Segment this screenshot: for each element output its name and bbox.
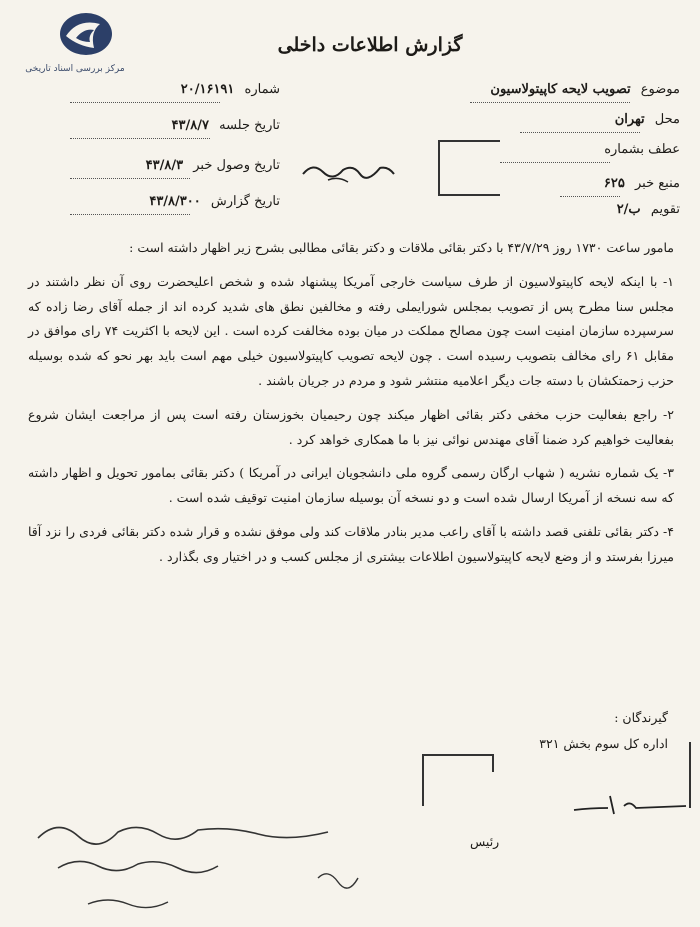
field-value: تصویب لایحه کاپیتولاسیون [490,82,631,97]
field-value: ۲۰/۱۶۱۹۱ [180,82,235,97]
report-body [28,236,674,579]
signature-label: رئیس [470,834,500,849]
field-label: عطف بشماره [604,142,680,157]
body-paragraph: ۲- راجع بفعالیت حزب مخفی دکتر بقائی اظهار میکند چون رحیمیان بخوزستان رفته است پس از مراجعت ایشان شروع بفعالیت خواهیم کرد ضمنا آقای مهندس نوائی نیز با ما همکاری خواهد کرد . [28,406,674,447]
field-underline [70,138,210,139]
stamp-bracket [438,140,500,196]
field-session-date [172,118,280,133]
stamp-frame-left [422,754,424,806]
field-value: ب/۲ [616,202,641,217]
archive-logo [20,12,125,74]
stamp-frame-top [424,754,494,756]
recipients-label: گیرندگان : [614,710,668,725]
field-location [615,112,680,127]
field-value: ۴۳/۸/۳ [145,158,184,173]
field-underline [560,196,620,197]
handwritten-annotation-icon [28,808,378,918]
field-subject [490,82,680,97]
document-title: گزارش اطلاعات داخلی [277,34,463,56]
field-underline [470,102,630,103]
field-underline [70,214,190,215]
field-label: منبع خبر [635,176,680,191]
field-value: ۴۳/۸/۷ [171,118,209,133]
field-value: ۴۳/۸/۳۰۰ [149,194,201,209]
field-label: محل [654,112,680,127]
field-value: ۶۲۵ [603,176,625,191]
field-reference [598,142,680,157]
handwritten-note-icon [298,156,398,186]
field-number [181,82,280,97]
recipient-1: اداره کل سوم بخش ۳۲۱ [539,736,668,751]
field-label: موضوع [640,82,680,97]
field-label: تقویم [650,202,680,217]
field-label: تاریخ گزارش [210,194,280,209]
field-underline [70,102,220,103]
signature-top-icon [570,786,690,822]
body-paragraph: ۱- با اینکه لایحه کاپیتولاسیون از طرف سیاست خارجی آمریکا پیشنهاد شده و شخص اعلیحضرت روی آن نظر داشتند در مجلس سنا مطرح پس از تصویب بمجلس شورایملی رفته و مخالفین نطق های شدید کرده اند از جمله آقای رضا زاده که سرسپرده سازمان امنیت است چون مصالح مملکت در میان بوده مخالفت کرده است . این لایحه با اکثریت ۷۴ رای موافق در مقابل ۶۱ رای مخالف بتصویب رسیده است . چون لایحه تصویب کاپیتولاسیون خیلی مهم است باید بهر نحو که شده بوسیله حزب زحمتکشان با دسته جات دیگر اعلامیه منتشر شود و مردم در جریان باشند . [28,273,674,388]
field-label: شماره [244,82,280,97]
field-source [604,176,680,191]
body-paragraph: ۳- یک شماره نشریه ( شهاب ارگان رسمی گروه ملی دانشجویان ایرانی در آمریکا ) دکتر بقائی بمامور تحویل و اظهار داشته که سه نسخه از آمریکا ارسال شده است و دو نسخه آن بوسیله سازمان امنیت توقیف شده است . [28,465,674,506]
page-edge-mark-icon [682,740,698,810]
field-evaluation [617,202,680,217]
archive-emblem-icon [56,12,112,58]
stamp-frame-right [492,754,494,772]
field-receipt-date [146,158,280,173]
field-value: تهران [614,112,645,127]
field-underline [70,178,190,179]
field-label: تاریخ جلسه [219,118,280,133]
body-paragraph: مامور ساعت ۱۷۳۰ روز ۴۳/۷/۲۹ با دکتر بقائی ملاقات و دکتر بقائی مطالبی بشرح زیر اظهار داشته است : [129,240,674,255]
field-underline [500,162,610,163]
field-report-date [149,194,280,209]
field-underline [520,132,640,133]
field-label: تاریخ وصول خبر [193,158,280,173]
body-paragraph: ۴- دکتر بقائی تلفنی قصد داشته با آقای راعب مدیر بنادر ملاقات کند ولی موفق نشده و قرار شده دکتر بقائی فردی را نزد آقا میرزا بفرستد و از وضع لایحه کاپیتولاسیون اطلاعات بیشتری از مجلس کسب و در اختیار وی بگذارد . [28,523,674,564]
logo-caption: مرکز بررسی اسناد تاریخی [25,64,125,74]
